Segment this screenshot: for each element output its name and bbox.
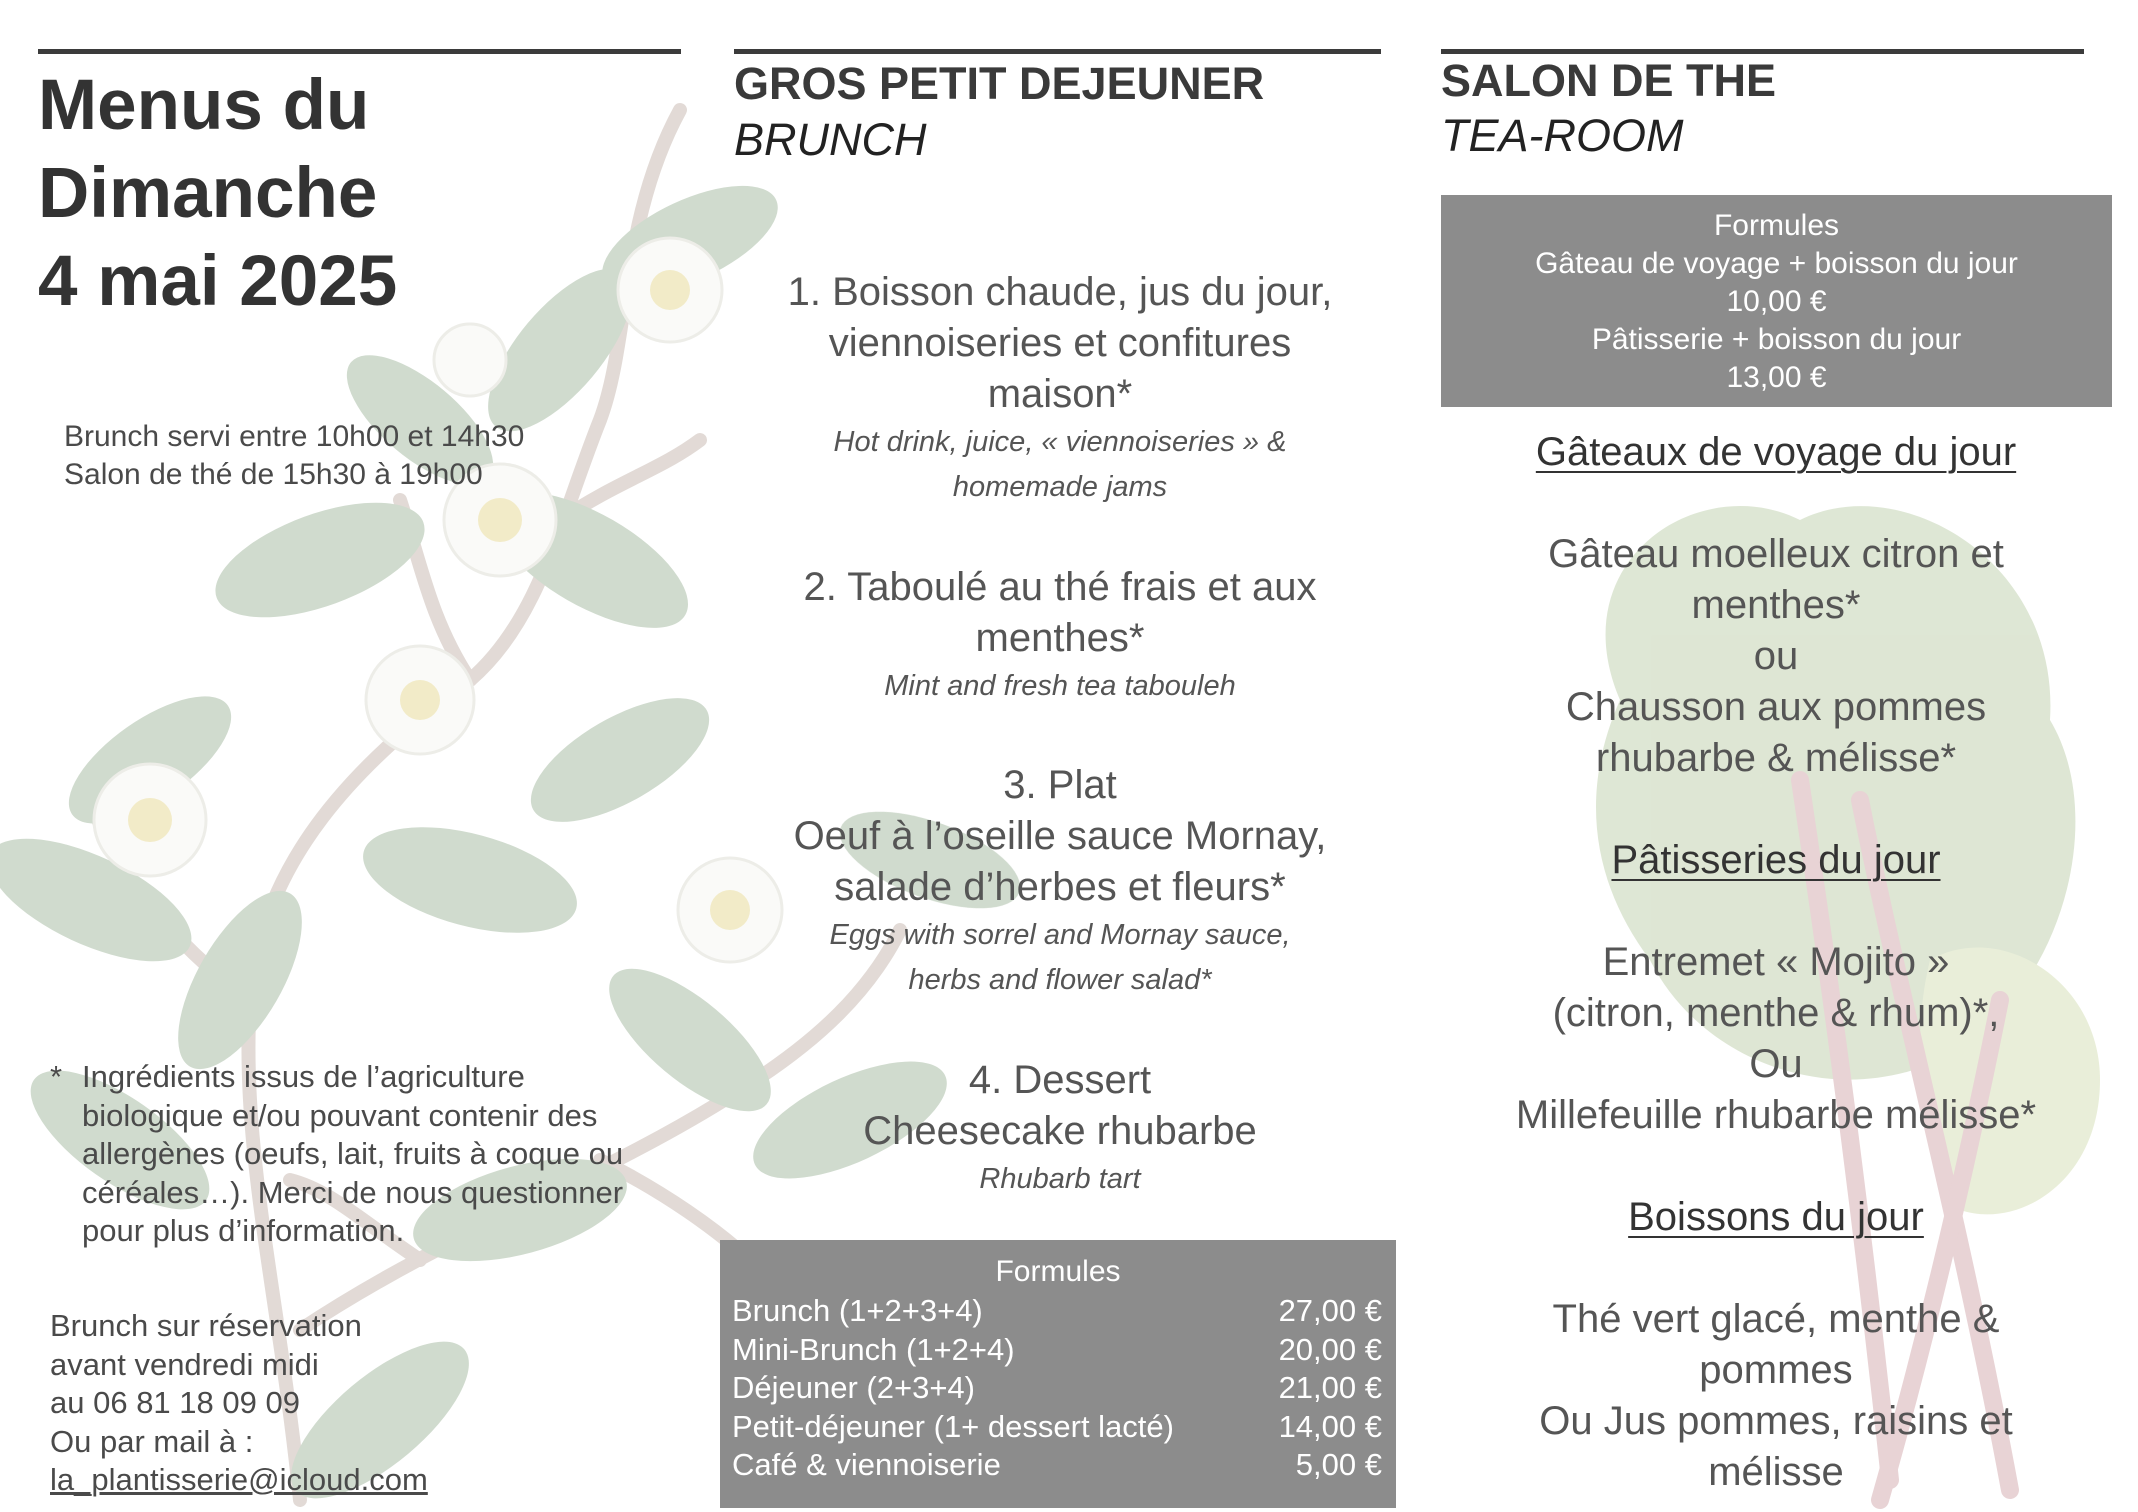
pastry-line: Millefeuille rhubarbe mélisse* bbox=[1515, 1093, 2037, 1137]
box-line: Pâtisserie + boisson du jour bbox=[1591, 323, 1962, 356]
item-text-fr: menthes* bbox=[975, 616, 1145, 660]
box-line: Formules bbox=[1713, 209, 1840, 242]
formula-price: 27,00 € bbox=[1278, 1293, 1382, 1328]
formula-label: Déjeuner (2+3+4) bbox=[732, 1370, 975, 1405]
formula-price: 5,00 € bbox=[1295, 1447, 1382, 1482]
cakes-title: Gâteaux de voyage du jour bbox=[1535, 430, 2017, 474]
opening-hours bbox=[64, 418, 524, 494]
note-line: céréales…). Merci de nous questionner bbox=[82, 1174, 624, 1210]
cake-line: rhubarbe & mélisse* bbox=[1595, 736, 1957, 780]
item-text-en: herbs and flower salad* bbox=[908, 964, 1212, 996]
item-text-fr: salade d’herbes et fleurs* bbox=[834, 865, 1286, 909]
page-title bbox=[38, 62, 638, 326]
item-text-fr: 1. Boisson chaude, jus du jour, bbox=[787, 270, 1333, 314]
note-line: biologique et/ou pouvant contenir des bbox=[82, 1097, 598, 1133]
note-line: Ingrédients issus de l’agriculture bbox=[82, 1059, 525, 1094]
formula-price: 21,00 € bbox=[1278, 1370, 1382, 1405]
email-link[interactable]: la_plantisserie@icloud.com bbox=[50, 1462, 428, 1497]
pastry-line: Entremet « Mojito » bbox=[1602, 940, 1950, 984]
left-top-rule bbox=[38, 49, 681, 54]
note-asterisk: * bbox=[50, 1059, 63, 1094]
item-text-fr: maison* bbox=[987, 372, 1133, 416]
cake-line: Gâteau moelleux citron et bbox=[1548, 532, 2004, 576]
item-text-fr: 4. Dessert bbox=[968, 1058, 1152, 1102]
formula-price: 14,00 € bbox=[1278, 1408, 1382, 1444]
item-text-en: Hot drink, juice, « viennoiseries » & bbox=[833, 426, 1287, 458]
brunch-heading: GROS PETIT DEJEUNER bbox=[734, 58, 1265, 109]
brunch-subheading: BRUNCH bbox=[734, 114, 927, 165]
brunch-top-rule bbox=[734, 49, 1381, 54]
formula-row bbox=[720, 1292, 1396, 1331]
formula-row bbox=[720, 1408, 1396, 1447]
item-text-en: homemade jams bbox=[952, 471, 1168, 503]
hours-line: Salon de thé de 15h30 à 19h00 bbox=[64, 458, 483, 491]
drink-line: Thé vert glacé, menthe & bbox=[1552, 1297, 2000, 1341]
reservation-line: Brunch sur réservation bbox=[50, 1308, 362, 1343]
tearoom-top-rule bbox=[1441, 49, 2084, 54]
reservation-line: Ou par mail à : bbox=[50, 1423, 254, 1459]
note-line: allergènes (oeufs, lait, fruits à coque ou bbox=[82, 1136, 624, 1171]
item-text-fr: viennoiseries et confitures bbox=[828, 321, 1292, 365]
hours-line: Brunch servi entre 10h00 et 14h30 bbox=[64, 420, 525, 453]
allergen-note bbox=[50, 1058, 680, 1251]
formula-price: 20,00 € bbox=[1278, 1331, 1382, 1367]
formula-label: Petit-déjeuner (1+ dessert lacté) bbox=[732, 1408, 1174, 1444]
drink-line: mélisse bbox=[1708, 1450, 1844, 1494]
item-text-fr: Cheesecake rhubarbe bbox=[863, 1109, 1257, 1153]
formula-label: Brunch (1+2+3+4) bbox=[732, 1293, 983, 1328]
cake-line: ou bbox=[1753, 634, 1799, 678]
pastries-title: Pâtisseries du jour bbox=[1611, 838, 1941, 882]
formula-row bbox=[720, 1331, 1396, 1370]
formula-row bbox=[720, 1369, 1396, 1408]
formula-row bbox=[720, 1446, 1396, 1485]
box-price: 13,00 € bbox=[1726, 361, 1827, 394]
reservation-info bbox=[50, 1307, 428, 1500]
title-line: Menus du bbox=[38, 66, 370, 145]
brunch-formulas-box bbox=[720, 1240, 1396, 1508]
box-price: 10,00 € bbox=[1726, 285, 1827, 318]
brunch-item bbox=[730, 267, 1390, 510]
tearoom-formulas-box bbox=[1441, 195, 2112, 407]
formula-label: Mini-Brunch (1+2+4) bbox=[732, 1331, 1015, 1367]
pastry-line: (citron, menthe & rhum)*, bbox=[1552, 991, 2000, 1035]
formula-label: Café & viennoiserie bbox=[732, 1447, 1001, 1482]
item-text-fr: Oeuf à l’oseille sauce Mornay, bbox=[793, 814, 1327, 858]
drink-line: Ou Jus pommes, raisins et bbox=[1539, 1399, 2013, 1443]
item-text-fr: 3. Plat bbox=[1003, 763, 1117, 807]
brunch-item bbox=[730, 1055, 1390, 1202]
reservation-phone: au 06 81 18 09 09 bbox=[50, 1385, 300, 1420]
drink-line: pommes bbox=[1699, 1348, 1853, 1392]
title-line: 4 mai 2025 bbox=[38, 242, 398, 321]
cake-line: Chausson aux pommes bbox=[1565, 685, 1987, 729]
box-line: Gâteau de voyage + boisson du jour bbox=[1535, 247, 2018, 280]
brunch-item bbox=[730, 562, 1390, 709]
formulas-title: Formules bbox=[995, 1255, 1121, 1288]
tearoom-menu bbox=[1440, 427, 2112, 1498]
tearoom-subheading: TEA-ROOM bbox=[1441, 110, 1684, 161]
item-text-fr: 2. Taboulé au thé frais et aux bbox=[803, 565, 1317, 609]
title-line: Dimanche bbox=[38, 154, 378, 233]
pastry-line: Ou bbox=[1749, 1042, 1803, 1086]
item-text-en: Eggs with sorrel and Mornay sauce, bbox=[829, 919, 1291, 951]
note-line: pour plus d’information. bbox=[82, 1213, 405, 1248]
tearoom-heading: SALON DE THE bbox=[1441, 55, 1777, 106]
cake-line: menthes* bbox=[1691, 583, 1861, 627]
item-text-en: Rhubarb tart bbox=[979, 1163, 1141, 1195]
drinks-title: Boissons du jour bbox=[1628, 1195, 1924, 1239]
item-text-en: Mint and fresh tea tabouleh bbox=[884, 670, 1236, 702]
brunch-item bbox=[730, 760, 1390, 1003]
reservation-line: avant vendredi midi bbox=[50, 1346, 319, 1382]
